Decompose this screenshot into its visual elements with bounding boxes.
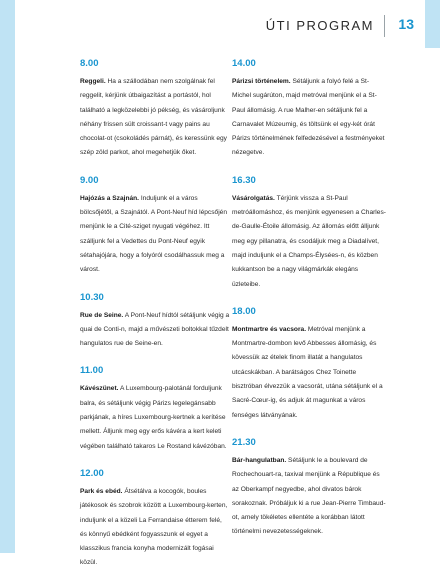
entry-title: Park és ebéd. bbox=[80, 487, 123, 495]
header-divider bbox=[384, 15, 385, 37]
entry-title: Hajózás a Szajnán. bbox=[80, 194, 139, 202]
entry-time: 16.30 bbox=[232, 174, 256, 186]
itinerary-entry bbox=[232, 58, 388, 161]
entry-text bbox=[232, 454, 388, 540]
itinerary-entry bbox=[232, 175, 388, 292]
entry-title: Kávészünet. bbox=[80, 385, 119, 393]
page-number: 13 bbox=[398, 16, 414, 32]
entry-body: Ha a szállodában nem szolgálnak fel reggelit, kérjünk útbaigazítást a portástól, hol található a legközelebbi jó pékség, és vásároljunk néhány frissen sült croissant-t vagy pains au chocolat-ot (csokoládés párnát), és keressünk egy szép zöld parkot, ahol megehetjük őket. bbox=[80, 78, 227, 157]
entry-time: 18.00 bbox=[232, 305, 256, 317]
entry-title: Montmartre és vacsora. bbox=[232, 325, 307, 333]
entry-time: 11.00 bbox=[80, 365, 104, 377]
right-column bbox=[232, 58, 388, 554]
page-header bbox=[0, 0, 440, 48]
itinerary-entry bbox=[80, 468, 230, 571]
entry-text bbox=[232, 75, 388, 161]
entry-text bbox=[80, 309, 230, 352]
left-decorative-strip bbox=[0, 0, 15, 553]
entry-title: Párizsi történelem. bbox=[232, 78, 291, 85]
itinerary-entry bbox=[80, 365, 230, 453]
entry-title: Vásárolgatás. bbox=[232, 194, 275, 202]
entry-body: Sétáljunk a folyó felé a St-Michel sugárúton, majd metróval menjünk el a St-Paul állomásig. A rue Malher-en sétáljunk fel a Carnavalet Múzeumig, és töltsünk el egy-két órát Párizs történelmének felfedezésével a festményeket nézegetve. bbox=[232, 78, 385, 157]
itinerary-entry bbox=[232, 437, 388, 540]
left-column bbox=[80, 58, 230, 585]
entry-title: Reggeli. bbox=[80, 78, 106, 85]
entry-text bbox=[80, 382, 230, 453]
entry-text bbox=[80, 485, 230, 571]
entry-body: A Pont-Neuf hídtól sétáljunk végig a quai de Conti-n, majd a művészeti boltokkal tűzdelt hangulatos rue de Seine-en. bbox=[80, 311, 230, 348]
itinerary-entry bbox=[80, 175, 230, 278]
entry-body: A Luxembourg-palotánál forduljunk balra, és sétáljunk végig Párizs legelegánsabb parkjának, a híres Luxembourg-kertnek a kerítése mellett. Álljunk meg egy erős kávéra a kert keleti végében található takaros Le Rostand kávézóban. bbox=[80, 385, 227, 450]
entry-time: 8.00 bbox=[80, 58, 99, 69]
entry-body: Sétáljunk le a boulevard de Rochechouart-ra, taxival menjünk a République és az Oberkampf negyedbe, ahol divatos bárok sorakoznak. Próbáljuk ki a rue Jean-Pierre Timbaud-ot, amely tökéletes ellentéte a korábban látott történelmi nevezetességeknek. bbox=[232, 456, 386, 536]
entry-text bbox=[232, 323, 388, 423]
entry-time: 21.30 bbox=[232, 436, 256, 448]
entry-body: Metróval menjünk a Montmartre-dombon levő Abbesses állomásig, és kövessük az ételek finom illatát a hangulatos utcácskákban. A barátságos Chez Toinette bisztróban élvezzük a vacsorát, utána sétáljunk el a Sacré-Cœur-ig, és adjuk át magunkat a város fenséges látványának. bbox=[232, 325, 383, 419]
entry-time: 12.00 bbox=[80, 467, 104, 479]
corner-decorative-block bbox=[425, 0, 440, 48]
itinerary-entry bbox=[80, 58, 230, 161]
entry-title: Bár-hangulatban. bbox=[232, 456, 287, 464]
entry-text bbox=[80, 75, 230, 161]
entry-time: 10.30 bbox=[80, 291, 104, 303]
entry-time: 9.00 bbox=[80, 174, 99, 186]
itinerary-entry bbox=[232, 306, 388, 423]
entry-text bbox=[80, 192, 230, 278]
entry-title: Rue de Seine. bbox=[80, 311, 124, 319]
entry-time: 14.00 bbox=[232, 58, 256, 69]
entry-text bbox=[232, 192, 388, 292]
entry-body: Térjünk vissza a St-Paul metróállomáshoz, és menjünk egyenesen a Charles-de-Gaulle-Étoile állomásig. Az állomás előtt álljunk meg egy pillanatra, és csodáljuk meg a Diadalívet, majd induljunk el a Champs-Élysées-n, és közben kukkantson be a nagy világmárkák elegáns üzleteibe. bbox=[232, 194, 386, 288]
section-title: ÚTI PROGRAM bbox=[265, 18, 374, 33]
entry-body: Átsétálva a kocogók, boules játékosok és szobrok között a Luxembourg-kerten, induljunk el a közeli La Ferrandaise étterem felé, és könnyű ebédként fogyasszunk el egyet a klasszikus francia konyha modernizált fogásai közül. bbox=[80, 487, 228, 567]
entry-body: Induljunk el a város bölcsőjétől, a Szajnától. A Pont-Neuf híd lépcsőjén menjünk le a Cité-sziget nyugati végéhez. Itt szálljunk fel a Vedettes du Pont-Neuf egyik sétahajójára, hogy a folyóról csodálhassuk meg a várost. bbox=[80, 194, 227, 274]
itinerary-entry bbox=[80, 292, 230, 352]
